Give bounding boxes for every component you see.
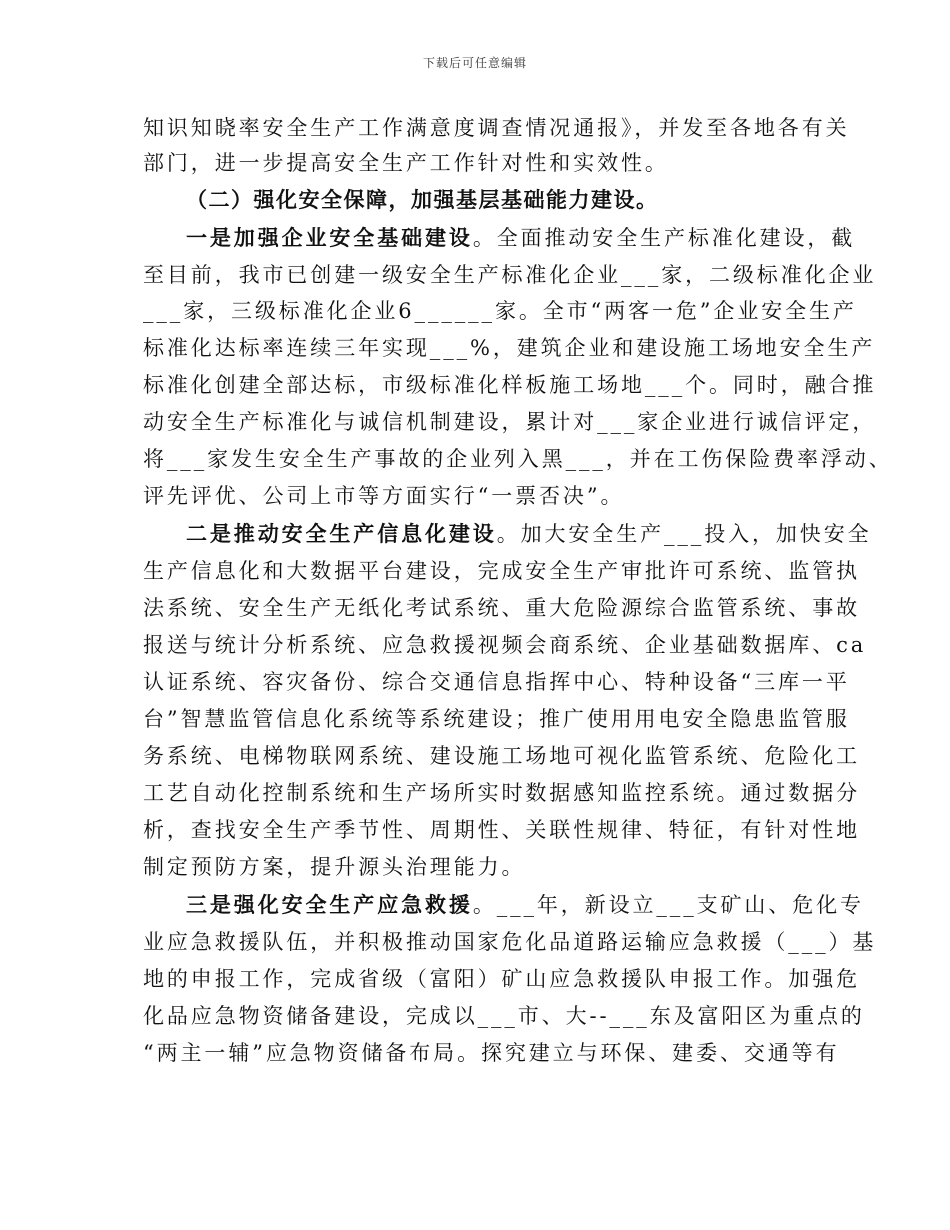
paragraph-line bbox=[143, 328, 875, 368]
line-text: 生产信息化和大数据平台建设，完成安全生产审批许可系统、监管执 bbox=[143, 559, 860, 583]
line-text: 台”智慧监管信息化系统等系统建设；推广使用用电安全隐患监管服 bbox=[143, 707, 850, 731]
section-heading bbox=[186, 180, 659, 220]
paragraph-line bbox=[143, 699, 850, 739]
paragraph-line bbox=[143, 476, 624, 516]
paragraph-line bbox=[143, 108, 850, 148]
paragraph-line bbox=[143, 588, 860, 628]
line-text: 法系统、安全生产无纸化考试系统、重大危险源综合监管系统、事故 bbox=[143, 596, 860, 620]
line-text: 务系统、电梯物联网系统、建设施工场地可视化监管系统、危险化工 bbox=[143, 744, 860, 768]
paragraph-line bbox=[143, 662, 850, 702]
line-text: 报送与统计分析系统、应急救援视频会商系统、企业基础数据库、ca bbox=[143, 633, 867, 657]
paragraph-line bbox=[143, 736, 860, 776]
line-text: 工艺自动化控制系统和生产场所实时数据感知监控系统。通过数据分 bbox=[143, 781, 860, 805]
line-text: 化品应急物资储备建设，完成以___市、大--___东及富阳区为重点的 bbox=[143, 1004, 865, 1028]
line-text: 至目前，我市已创建一级安全生产标准化企业___家，二级标准化企业 bbox=[143, 263, 877, 287]
line-text: 标准化达标率连续三年实现___%，建筑企业和建设施工场地安全生产 bbox=[143, 336, 876, 360]
line-text: ___家，三级标准化企业6______家。全市“两客一危”企业安全生产 bbox=[143, 299, 857, 323]
line-text: 部门，进一步提高安全生产工作针对性和实效性。 bbox=[143, 151, 669, 175]
line-text: 标准化创建全部达标，市级标准化样板施工场地___个。同时，融合推 bbox=[143, 373, 877, 397]
paragraph-line bbox=[143, 810, 860, 850]
paragraph-line bbox=[143, 402, 876, 442]
line-text: 评先评优、公司上市等方面实行“一票否决”。 bbox=[143, 484, 625, 508]
paragraph-line bbox=[143, 143, 669, 183]
paragraph-line bbox=[143, 255, 876, 295]
paragraph-line bbox=[143, 996, 865, 1036]
page-header: 下载后可任意编辑 bbox=[422, 56, 527, 70]
paragraph-line bbox=[186, 218, 855, 258]
paragraph-line bbox=[143, 365, 876, 405]
line-text: 制定预防方案，提升源头治理能力。 bbox=[143, 855, 526, 879]
line-text: 将___家发生安全生产事故的企业列入黑___，并在工伤保险费率浮动、 bbox=[143, 447, 893, 471]
paragraph-line bbox=[143, 551, 860, 591]
paragraph-line bbox=[143, 625, 866, 665]
paragraph-line bbox=[186, 885, 864, 925]
line-text: 动安全生产标准化与诚信机制建设，累计对___家企业进行诚信评定， bbox=[143, 410, 877, 434]
paragraph-line bbox=[143, 847, 525, 887]
line-text: 知识知晓率安全生产工作满意度调查情况通报》，并发至各地各有关 bbox=[143, 116, 850, 140]
item-lead-bold: 一是加强企业安全基础建设 bbox=[186, 225, 473, 250]
line-text: 。___年，新设立___支矿山、危化专 bbox=[472, 893, 864, 917]
paragraph-line bbox=[143, 291, 857, 331]
line-text: 地的申报工作，完成省级（富阳）矿山应急救援队申报工作。加强危 bbox=[143, 967, 860, 991]
item-lead-bold: 三是强化安全生产应急救援 bbox=[186, 892, 473, 917]
paragraph-line bbox=[143, 773, 860, 813]
line-text: 。加大安全生产___投入，加快安全 bbox=[496, 522, 872, 546]
line-text: “两主一辅”应急物资储备布局。探究建立与环保、建委、交通等有 bbox=[143, 1041, 840, 1065]
line-text: 。全面推动安全生产标准化建设，截 bbox=[472, 226, 856, 250]
heading-text: （二）强化安全保障，加强基层基础能力建设。 bbox=[186, 187, 659, 212]
line-text: 析，查找安全生产季节性、周期性、关联性规律、特征，有针对性地 bbox=[143, 818, 860, 842]
line-text: 认证系统、容灾备份、综合交通信息指挥中心、特种设备“三库一平 bbox=[143, 670, 850, 694]
paragraph-line bbox=[143, 922, 876, 962]
line-text: 业应急救援队伍，并积极推动国家危化品道路运输应急救援（___）基 bbox=[143, 930, 877, 954]
paragraph-line bbox=[186, 514, 872, 554]
paragraph-line bbox=[143, 959, 860, 999]
item-lead-bold: 二是推动安全生产信息化建设 bbox=[186, 521, 497, 546]
paragraph-line bbox=[143, 439, 893, 479]
paragraph-line bbox=[143, 1033, 839, 1073]
